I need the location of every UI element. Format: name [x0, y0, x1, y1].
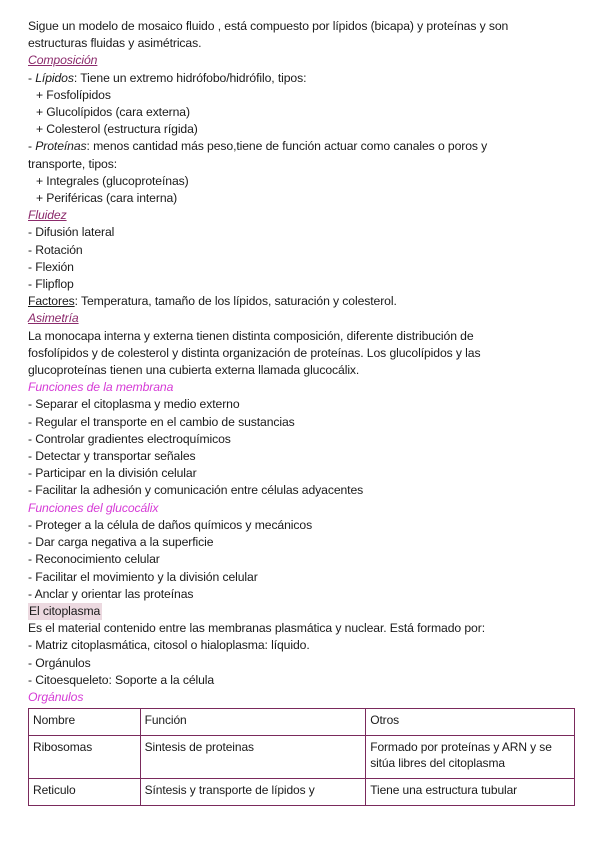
table-row [29, 736, 575, 779]
lipidos-item-2: + Glucolípidos (cara externa) [36, 105, 190, 120]
table-cell: Formado por proteínas y ARN y se sitúa libres del citoplasma [366, 736, 575, 779]
table-cell: Sintesis de proteinas [140, 736, 366, 779]
funcion-membrana-item-3: - Controlar gradientes electroquímicos [28, 431, 231, 446]
composicion-heading [28, 52, 576, 69]
table-row [29, 779, 575, 806]
proteinas-term: Proteínas [35, 139, 87, 154]
proteinas-prefix: - [28, 139, 36, 154]
asimetria-heading [28, 310, 576, 327]
fluidez-item-4: - Flipflop [28, 277, 74, 292]
table-cell: Síntesis y transporte de lípidos y [140, 779, 366, 806]
funcion-membrana-item-6: - Facilitar la adhesión y comunicación entre células adyacentes [28, 483, 364, 498]
lipidos-item-1: + Fosfolípidos [36, 87, 111, 102]
funcion-membrana-item-2: - Regular el transporte en el cambio de sustancias [28, 414, 295, 429]
funcion-glucocalix-item-2: - Dar carga negativa a la superficie [28, 535, 214, 550]
table-header-cell: Otros [366, 709, 575, 736]
lipidos-prefix: - [28, 70, 36, 85]
factores-text: : Temperatura, tamaño de los lípidos, saturación y colesterol. [74, 294, 397, 309]
fluidez-heading [28, 207, 576, 224]
table-cell: Tiene una estructura tubular [366, 779, 575, 806]
asimetria-line-1: La monocapa interna y externa tienen distinta composición, diferente distribución de [28, 328, 474, 343]
citoplasma-item-3: - Citoesqueleto: Soporte a la célula [28, 672, 215, 687]
citoplasma-heading-text: El citoplasma [28, 603, 102, 620]
funcion-glucocalix-item-5: - Anclar y orientar las proteínas [28, 586, 194, 601]
funcion-glucocalix-item-1: - Proteger a la célula de daños químicos y mecánicos [28, 517, 313, 532]
lipidos-term: Lípidos [35, 70, 74, 85]
citoplasma-intro: Es el material contenido entre las membranas plasmática y nuclear. Está formado por: [28, 621, 485, 636]
organulos-heading: Orgánulos [28, 689, 84, 704]
citoplasma-heading [28, 603, 576, 620]
fluidez-item-1: - Difusión lateral [28, 225, 115, 240]
proteinas-line-2: transporte, tipos: [28, 156, 117, 171]
lipidos-line [28, 70, 576, 87]
fluidez-heading-text: Fluidez [28, 208, 67, 223]
table-cell: Reticulo [29, 779, 141, 806]
organulos-table [28, 708, 575, 806]
lipidos-item-3: + Colesterol (estructura rígida) [36, 122, 198, 137]
funcion-membrana-item-4: - Detectar y transportar señales [28, 449, 196, 464]
fluidez-item-2: - Rotación [28, 242, 83, 257]
proteinas-line [28, 138, 576, 155]
table-header-row [29, 709, 575, 736]
citoplasma-item-1: - Matriz citoplasmática, citosol o hialoplasma: líquido. [28, 638, 310, 653]
intro-line-2: estructuras fluidas y asimétricas. [28, 36, 202, 51]
asimetria-heading-text: Asimetría [28, 311, 79, 326]
lipidos-rest: : Tiene un extremo hidrófobo/hidrófilo, tipos: [73, 70, 307, 85]
fluidez-item-3: - Flexión [28, 259, 74, 274]
table-header-cell: Función [140, 709, 366, 736]
proteinas-item-1: + Integrales (glucoproteínas) [36, 173, 189, 188]
funcion-membrana-item-1: - Separar el citoplasma y medio externo [28, 397, 240, 412]
funcion-glucocalix-item-3: - Reconocimiento celular [28, 552, 160, 567]
factores-line [28, 293, 576, 310]
funciones-membrana-heading: Funciones de la membrana [28, 380, 174, 395]
table-header-cell: Nombre [29, 709, 141, 736]
proteinas-item-2: + Periféricas (cara interna) [36, 191, 178, 206]
citoplasma-item-2: - Orgánulos [28, 655, 91, 670]
funciones-glucocalix-heading: Funciones del glucocálix [28, 500, 159, 515]
funcion-glucocalix-item-4: - Facilitar el movimiento y la división celular [28, 569, 258, 584]
factores-label: Factores [28, 294, 75, 309]
proteinas-rest: : menos cantidad más peso,tiene de función actuar como canales o poros y [86, 139, 488, 154]
funcion-membrana-item-5: - Participar en la división celular [28, 466, 197, 481]
composicion-heading-text: Composición [28, 53, 98, 68]
table-cell: Ribosomas [29, 736, 141, 779]
notes-page [28, 18, 576, 806]
asimetria-line-3: glucoproteínas tienen una cubierta externa llamada glucocálix. [28, 363, 360, 378]
asimetria-line-2: fosfolípidos y de colesterol y distinta organización de proteínas. Los glucolípidos y las [28, 345, 481, 360]
intro-line-1: Sigue un modelo de mosaico fluido , está compuesto por lípidos (bicapa) y proteínas y son [28, 19, 509, 33]
